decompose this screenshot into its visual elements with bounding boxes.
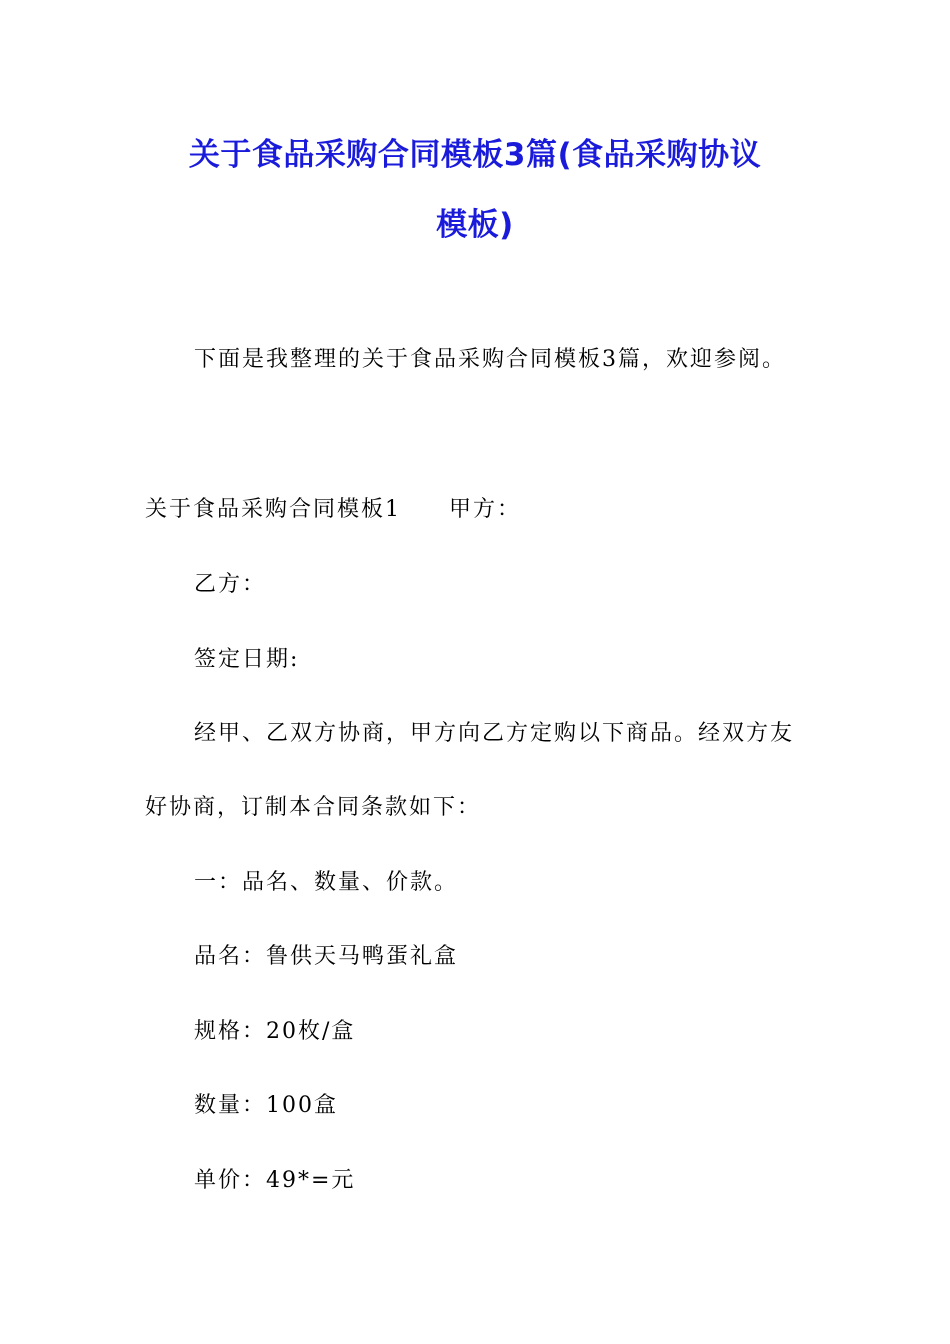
clause-heading: 一：品名、数量、价款。 xyxy=(194,870,459,895)
spec-line: 规格：20枚/盒 xyxy=(194,1019,356,1044)
paragraph-line: 经甲、乙双方协商，甲方向乙方定购以下商品。经双方友 xyxy=(194,721,795,746)
section-heading-row xyxy=(145,495,521,525)
party-b-label: 乙方： xyxy=(194,572,267,597)
unit-price-line: 单价：49*=元 xyxy=(194,1168,356,1193)
party-a-label: 甲方： xyxy=(449,497,522,522)
document-title-line-2: 模板) xyxy=(436,207,514,243)
quantity-line: 数量：100盒 xyxy=(194,1093,338,1118)
sign-date-label: 签定日期: xyxy=(194,647,300,672)
product-name-line: 品名：鲁供天马鸭蛋礼盒 xyxy=(194,944,459,969)
paragraph-line: 好协商，订制本合同条款如下： xyxy=(145,795,482,820)
intro-paragraph: 下面是我整理的关于食品采购合同模板3篇，欢迎参阅。 xyxy=(194,347,786,372)
document-title-line-1: 关于食品采购合同模板3篇(食品采购协议 xyxy=(188,137,762,173)
section-heading: 关于食品采购合同模板1 xyxy=(145,497,401,522)
